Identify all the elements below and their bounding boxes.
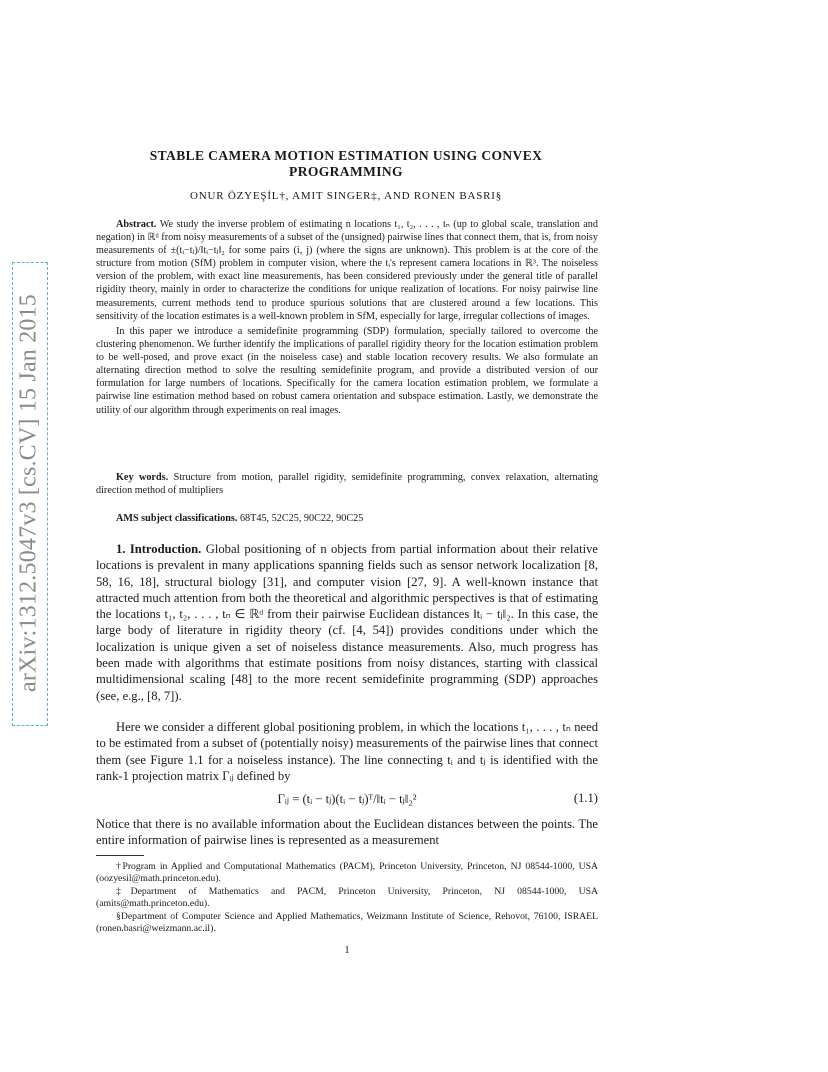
page-number: 1 — [344, 945, 350, 956]
abstract — [96, 218, 598, 323]
footnote-2: ‡Department of Mathematics and PACM, Princeton University, Princeton, NJ 08544-1000, USA (amits@math.princeton.edu). — [96, 886, 598, 910]
introduction-paragraph-2: Here we consider a different global positioning problem, in which the locations t₁, . . . , tₙ need to be estimated from a subset of (potentially noisy) measurements of the pairwise lines that connect them (see Figure 1.1 for a noiseless instance). The line connecting tᵢ and tⱼ is identified with the rank-1 projection matrix Γᵢⱼ defined by — [96, 720, 598, 783]
equation-body: Γᵢⱼ = (tᵢ − tⱼ)(tᵢ − tⱼ)ᵀ/‖tᵢ − tⱼ‖₂² — [277, 792, 417, 806]
abstract-paragraph-1: We study the inverse problem of estimating n locations t₁, t₂, . . . , tₙ (up to global scale, translation and negation) in ℝᵈ from noisy measurements of a subset of the (unsigned) pairwise lines that connect them, that is, from noisy measurements of ±(tᵢ−tⱼ)/‖tᵢ−tⱼ‖₂ for some pairs (i, j) (where the signs are unknown). This problem is at the core of the structure from motion (SfM) problem in computer vision, where the tᵢ's represent camera locations in ℝ³. The noiseless version of the problem, with exact line measurements, has been considered previously under the general title of parallel rigidity theory, mainly in order to characterize the conditions for unique realization of locations. For noisy pairwise line measurements, current methods tend to produce spurious solutions that are clustered around a few locations. This sensitivity of the location estimates is a well-known problem in SfM, especially for large, irregular collections of images. — [96, 219, 598, 322]
section-heading: 1. Introduction. — [116, 542, 202, 556]
abstract-label: Abstract. — [116, 219, 157, 230]
abstract-paragraph-2: In this paper we introduce a semidefinite programming (SDP) formulation, specially tailored to overcome the clustering phenomenon. We further identify the implications of parallel rigidity theory for the location estimation problem to be well-posed, and prove exact (in the noiseless case) and stable location recovery results. We also formulate an alternating direction method to solve the resulting semidefinite program, and provide a distributed version of our formulation for large numbers of locations. Specifically for the camera location estimation problem, we formulate a pairwise line estimation method based on robust camera orientation and subspace estimation. Lastly, we demonstrate the utility of our algorithm through experiments on real images. — [96, 326, 598, 416]
paper-authors: ONUR ÖZYEŞİL†, AMIT SINGER‡, AND RONEN BASRI§ — [189, 190, 503, 202]
introduction-paragraph-3: Notice that there is no available information about the Euclidean distances between the points. The entire information of pairwise lines is represented as a measurement — [96, 817, 598, 848]
introduction-text-1: Global positioning of n objects from partial information about their relative locations is prevalent in many applications spanning fields such as sensor network localization [8, 58, 16, 18], structural biology [31], and computer vision [27, 9]. A well-known instance that attracted much attention from both the theoretical and algorithmic perspectives is that of estimating the locations t₁, t₂, . . . , tₙ ∈ ℝᵈ from their pairwise Euclidean distances ‖tᵢ − tⱼ‖₂. In this case, the large body of literature in rigidity theory (cf. [4, 54]) provides conditions under which the localization is unique given a set of noiseless distance measurements. Also, much progress has been made with algorithms that estimate positions from noisy distances, starting with classical multidimensional scaling [48] to the more recent semidefinite programming (SDP) approaches (see, e.g., [8, 7]). — [96, 542, 599, 703]
keywords-label: Key words. — [116, 472, 169, 483]
equation-number: (1.1) — [573, 791, 598, 805]
footnote-1: †Program in Applied and Computational Mathematics (PACM), Princeton University, Princeton, NJ 08544-1000, USA (oozyesil@math.princeton.edu). — [96, 861, 598, 885]
introduction-paragraph-1 — [96, 541, 598, 704]
footnote-rule — [96, 855, 144, 856]
arxiv-stamp: arXiv:1312.5047v3 [cs.CV] 15 Jan 2015 — [15, 293, 42, 693]
ams-classifications — [96, 512, 598, 525]
footnote-3: §Department of Computer Science and Applied Mathematics, Weizmann Institute of Science, Rehovot, 76100, ISRAEL (ronen.basri@weizmann.ac.il). — [96, 911, 598, 935]
equation-1-1 — [96, 791, 598, 809]
keywords-text: Structure from motion, parallel rigidity, semidefinite programming, convex relaxation, alternating direction method of multipliers — [96, 472, 599, 497]
paper-title: STABLE CAMERA MOTION ESTIMATION USING CONVEX PROGRAMMING — [149, 148, 543, 179]
ams-label: AMS subject classifications. — [116, 513, 238, 524]
ams-text: 68T45, 52C25, 90C22, 90C25 — [239, 513, 364, 524]
keywords — [96, 471, 598, 497]
